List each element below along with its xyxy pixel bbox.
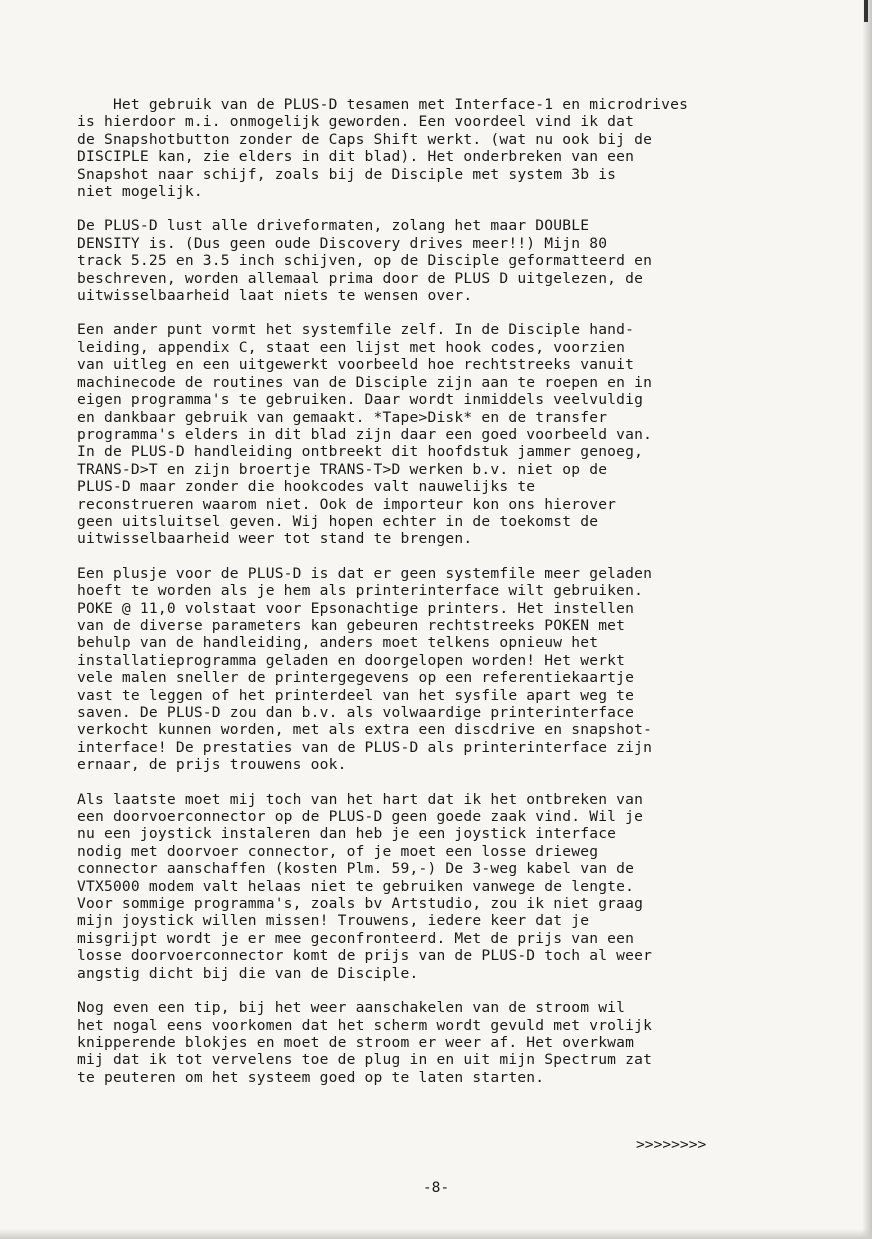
text-line: De PLUS-D lust alle driveformaten, zolang het maar DOUBLE	[77, 217, 590, 235]
scan-mark	[864, 0, 868, 22]
text-line: Een plusje voor de PLUS-D is dat er geen systemfile meer geladen	[77, 564, 653, 582]
continuation-arrows: >>>>>>>>	[636, 1136, 707, 1153]
text-line: TRANS-D>T en zijn broertje TRANS-T>D werken b.v. niet op de	[77, 460, 608, 478]
text-line: installatieprogramma geladen en doorgelopen worden! Het werkt	[77, 651, 626, 669]
text-line: leiding, appendix C, staat een lijst met hook codes, voorzien	[77, 338, 626, 356]
text-line: Het gebruik van de PLUS-D tesamen met Interface-1 en microdrives	[77, 96, 689, 113]
text-line: en dankbaar gebruik van gemaakt. *Tape>Disk* en de transfer	[77, 408, 608, 426]
text-line: eigen programma's te gebruiken. Daar wordt inmiddels veelvuldig	[77, 391, 644, 409]
text-line: van uitleg en een uitgewerkt voorbeeld hoe rechtstreeks vanuit	[77, 356, 635, 374]
page-edge-shadow	[862, 0, 872, 1239]
text-line: nu een joystick instaleren dan heb je een joystick interface	[77, 825, 617, 843]
text-line: uitwisselbaarheid weer tot stand te brengen.	[77, 530, 473, 548]
page-bottom-shadow	[0, 1229, 872, 1239]
text-line: misgrijpt wordt je er mee geconfronteerd. Met de prijs van een	[77, 929, 635, 947]
text-line: de Snapshotbutton zonder de Caps Shift werkt. (wat nu ook bij de	[77, 130, 653, 148]
text-line: Voor sommige programma's, zoals bv Artstudio, zou ik niet graag	[77, 895, 644, 913]
text-line: Snapshot naar schijf, zoals bij de Disciple met system 3b is	[77, 165, 617, 183]
text-line: angstig dicht bij die van de Disciple.	[77, 964, 419, 982]
text-line: POKE @ 11,0 volstaat voor Epsonachtige printers. Het instellen	[77, 599, 635, 617]
page-number: -8-	[422, 1179, 450, 1196]
text-line: nodig met doorvoer connector, of je moet een losse drieweg	[77, 842, 599, 860]
text-line: reconstrueren waarom niet. Ook de importeur kon ons hierover	[77, 495, 617, 513]
text-line: ernaar, de prijs trouwens ook.	[77, 756, 347, 774]
text-line: vele malen sneller de printergegevens op een referentiekaartje	[77, 669, 635, 687]
paragraph	[77, 791, 817, 982]
text-line: verkocht kunnen worden, met als extra een discdrive en snapshot-	[77, 721, 653, 739]
article-body	[77, 96, 817, 1103]
text-line: is hierdoor m.i. onmogelijk geworden. Een voordeel vind ik dat	[77, 113, 635, 131]
text-line: losse doorvoerconnector komt de prijs van de PLUS-D toch al weer	[77, 947, 653, 965]
text-line: het nogal eens voorkomen dat het scherm wordt gevuld met vrolijk	[77, 1016, 653, 1034]
text-line: een doorvoerconnector op de PLUS-D geen goede zaak vind. Wil je	[77, 808, 644, 826]
text-line: VTX5000 modem valt helaas niet te gebruiken vanwege de lengte.	[77, 877, 635, 895]
paragraph	[77, 217, 817, 304]
text-line: programma's elders in dit blad zijn daar een goed voorbeeld van.	[77, 425, 653, 443]
text-line: DENSITY is. (Dus geen oude Discovery drives meer!!) Mijn 80	[77, 234, 608, 252]
text-line: Als laatste moet mij toch van het hart dat ik het ontbreken van	[77, 790, 644, 808]
text-line: niet mogelijk.	[77, 183, 203, 201]
text-line: geen uitsluitsel geven. Wij hopen echter in de toekomst de	[77, 512, 599, 530]
text-line: In de PLUS-D handleiding ontbreekt dit hoofdstuk jammer genoeg,	[77, 443, 644, 461]
text-line: uitwisselbaarheid laat niets te wensen over.	[77, 287, 473, 305]
paragraph	[77, 999, 817, 1086]
text-line: machinecode de routines van de Disciple zijn aan te roepen en in	[77, 373, 653, 391]
text-line: beschreven, worden allemaal prima door de PLUS D uitgelezen, de	[77, 269, 644, 287]
text-line: van de diverse parameters kan gebeuren rechtstreeks POKEN met	[77, 616, 626, 634]
text-line: saven. De PLUS-D zou dan b.v. als volwaardige printerinterface	[77, 704, 635, 721]
text-line: Een ander punt vormt het systemfile zelf. In de Disciple hand-	[77, 321, 635, 339]
text-line: mij dat ik tot vervelens toe de plug in en uit mijn Spectrum zat	[77, 1051, 653, 1069]
text-line: vast te leggen of het printerdeel van het sysfile apart weg te	[77, 686, 635, 704]
text-line: interface! De prestaties van de PLUS-D als printerinterface zijn	[77, 738, 653, 756]
text-line: hoeft te worden als je hem als printerinterface wilt gebruiken.	[77, 582, 644, 600]
text-line: DISCIPLE kan, zie elders in dit blad). Het onderbreken van een	[77, 148, 635, 166]
text-line: behulp van de handleiding, anders moet telkens opnieuw het	[77, 634, 599, 652]
paragraph	[77, 321, 817, 547]
paragraph	[77, 565, 817, 774]
text-line: Nog even een tip, bij het weer aanschakelen van de stroom wil	[77, 999, 626, 1017]
paragraph	[77, 96, 817, 200]
text-line: track 5.25 en 3.5 inch schijven, op de Disciple geformatteerd en	[77, 252, 653, 270]
text-line: PLUS-D maar zonder die hookcodes valt nauwelijks te	[77, 478, 536, 496]
text-line: knipperende blokjes en moet de stroom er weer af. Het overkwam	[77, 1033, 635, 1051]
text-line: connector aanschaffen (kosten Plm. 59,-) De 3-weg kabel van de	[77, 860, 635, 878]
text-line: mijn joystick willen missen! Trouwens, iedere keer dat je	[77, 912, 590, 930]
text-line: te peuteren om het systeem goed op te laten starten.	[77, 1068, 545, 1086]
